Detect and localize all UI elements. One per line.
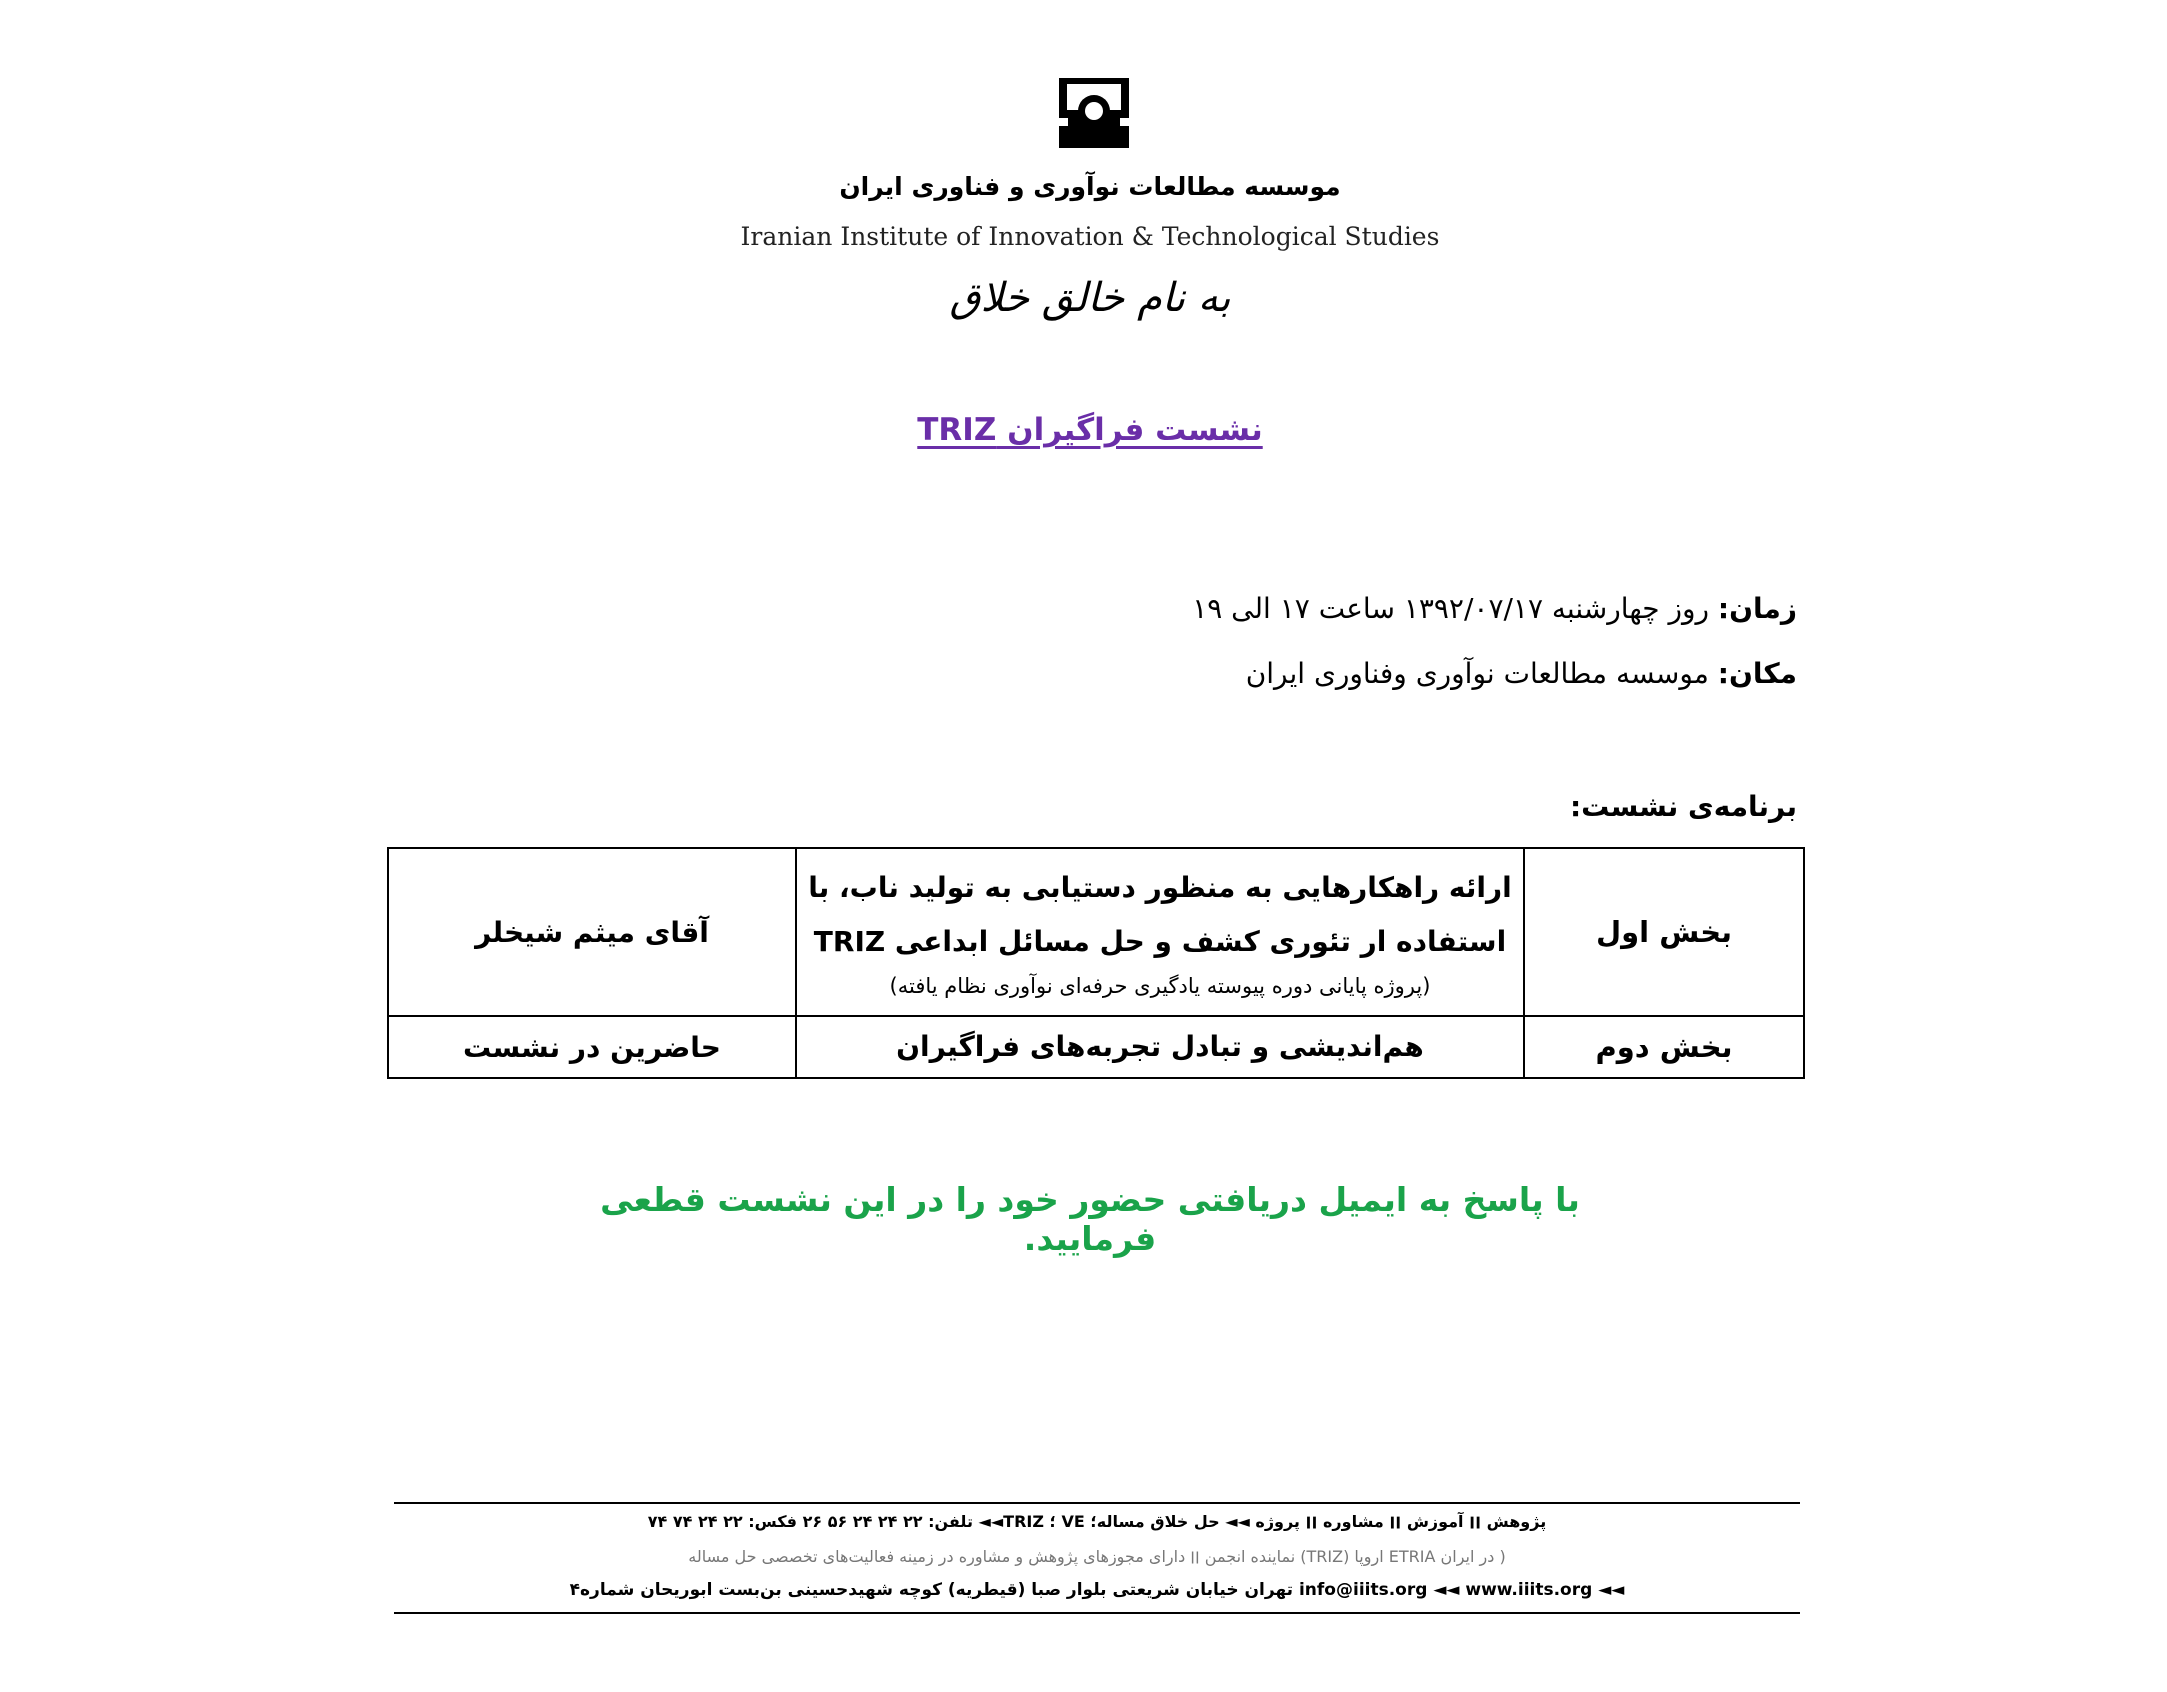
time-value: روز چهارشنبه ۱۳۹۲/۰۷/۱۷ ساعت ۱۷ الی ۱۹ xyxy=(1192,592,1710,625)
program-table xyxy=(387,847,1805,1079)
org-name-english: Iranian Institute of Innovation & Technological Studies xyxy=(740,222,1440,251)
presenter-cell: حاضرین در نشست xyxy=(388,1016,796,1078)
table-row xyxy=(388,848,1804,1016)
page-title: نشست فراگیران TRIZ xyxy=(917,412,1263,448)
topic-line: استفاده ار تئوری کشف و حل مسائل ابداعی TRIZ xyxy=(813,925,1507,958)
topic-cell xyxy=(796,848,1524,1016)
footer-services: پژوهش ׀׀ آموزش ׀׀ مشاوره ׀׀ پروژه ◄◄ حل خلاق مساله؛ VE ؛ TRIZ◄◄ تلفن: ۲۲ ۲۴ ۲۴ ۵۶ ۲۶ فکس: ۲۲ ۲۴ ۷۴ ۷۴ xyxy=(647,1512,1547,1531)
place-value: موسسه مطالعات نوآوری وفناوری ایران xyxy=(1245,657,1709,690)
rsvp-notice: با پاسخ به ایمیل دریافتی حضور خود را در این نشست قطعی فرمایید. xyxy=(600,1180,1580,1258)
footer-licenses: ( در ایران ETRIA اروپا (TRIZ) نماینده انجمن ׀׀ دارای مجوزهای پژوهش و مشاوره در زمینه فعالیت‌های تخصصی حل مساله xyxy=(688,1547,1506,1566)
place-label: مکان: xyxy=(1717,657,1797,690)
footer-bottom-divider xyxy=(394,1612,1800,1614)
table-row xyxy=(388,1016,1804,1078)
bismillah-calligraphy: به نام خالق خلاق xyxy=(949,275,1231,321)
time-label: زمان: xyxy=(1717,592,1797,625)
part-cell: بخش اول xyxy=(1524,848,1804,1016)
place-line xyxy=(1246,657,1797,690)
footer-top-divider xyxy=(394,1502,1800,1504)
topic-line: هم‌اندیشی و تبادل تجربه‌های فراگیران xyxy=(896,1030,1424,1063)
topic-cell xyxy=(796,1016,1524,1078)
time-line xyxy=(1192,592,1797,625)
org-name-persian: موسسه مطالعات نوآوری و فناوری ایران xyxy=(839,172,1341,201)
institute-logo-icon xyxy=(1059,78,1129,148)
presenter-cell: آقای میثم شیخلر xyxy=(388,848,796,1016)
topic-line: ارائه راهکارهایی به منظور دستیابی به تولید ناب، با xyxy=(808,871,1512,904)
program-label: برنامه‌ی نشست: xyxy=(1569,790,1797,823)
footer-contact: ◄◄ info@iiits.org ◄◄ www.iiits.org تهران خیابان شریعتی بلوار صبا (قیطریه) کوچه شهیدحسینی بن‌بست ابوریحان شماره۴ xyxy=(569,1580,1625,1600)
topic-subtitle: (پروژه پایانی دوره پیوسته یادگیری حرفه‌ای نوآوری نظام یافته) xyxy=(889,974,1431,998)
part-cell: بخش دوم xyxy=(1524,1016,1804,1078)
